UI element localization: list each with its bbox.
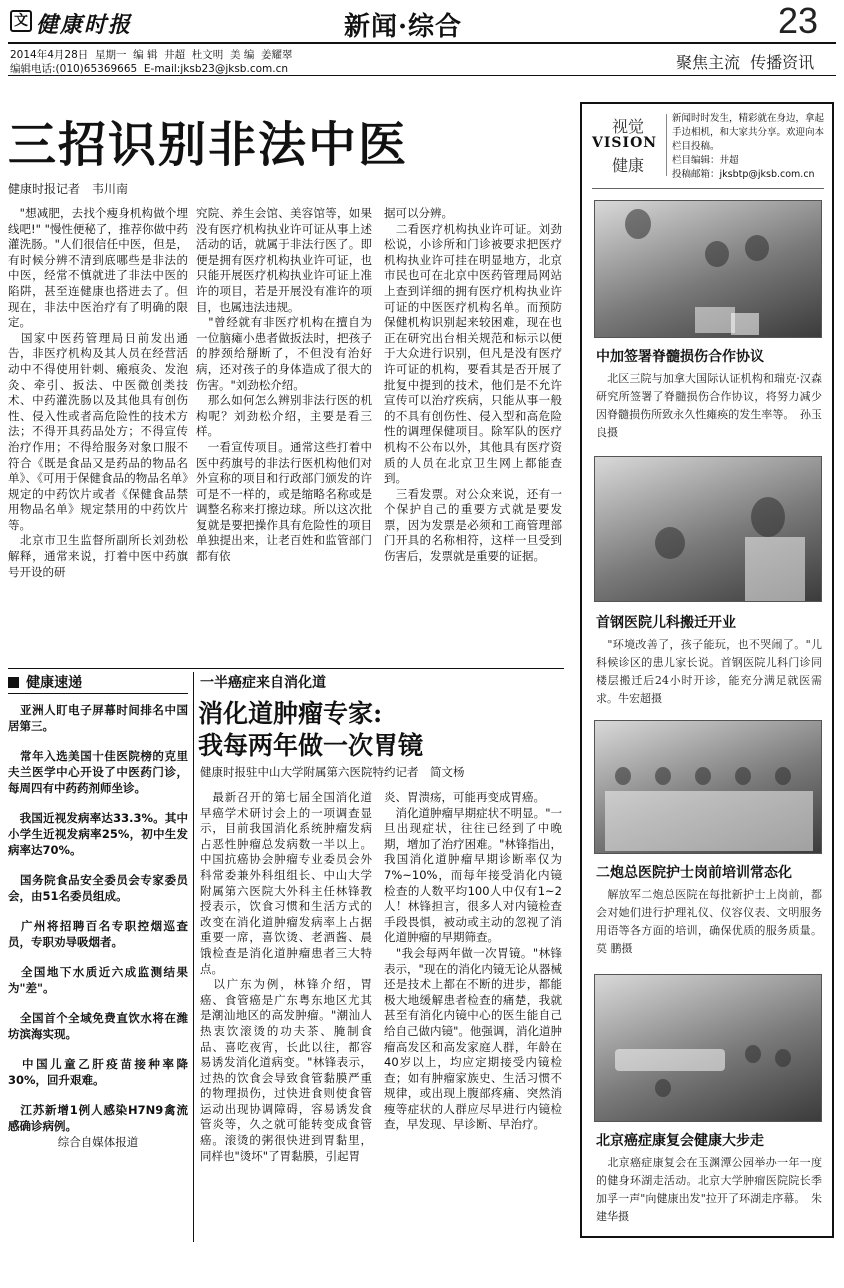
brief-item: 广州将招聘百名专职控烟巡查员，专职劝导吸烟者。 [8, 919, 188, 949]
briefs-title: 健康速递 [26, 675, 83, 691]
story-2-text: "环境改善了，孩子能玩，也不哭闹了。"儿科候诊区的患儿家长说。首钢医院儿科门诊同楼层搬迁后24小时开诊，能充分满足就医需求。牛宏超摄 [596, 638, 822, 705]
second-column-1: 最新召开的第七届全国消化道早癌学术研讨会上的一项调查显示，目前我国消化系统肿瘤发病占恶性肿瘤总发病数一半以上。中国抗癌协会肿瘤专业委员会外科常委兼外科组组长、中山大学附属第六医院大外科主任林锋教授表示，饮食习惯和生活方式的改变在消化道肿瘤发病率上占据重要一席，喜饮烫、老酒酱、晨饿检查是消化道肿瘤患者三大特点。 以广东为例，林锋介绍，胃癌、食管癌是广东粤东地区尤其是潮汕地区的高发肿瘤。"潮汕人热衷饮滚烫的功夫茶、腌制食品、喜吃夜宵，长此以往，都容易诱发消化道病变。"林锋表示，过热的饮食会导致食管黏膜严重的物理损伤，过快进食则使食管运动出现协调障碍，容易诱发食管炎等，久之就可能转变成食管癌。滚烫的粥很快进到胃黏里，同样也"烫坏"了胃黏膜，引起胃 [200, 790, 372, 1163]
photo-pediatric-clinic [594, 456, 822, 602]
date-line: 2014年4月28日 星期一 编 辑 井超 杜文明 美 编 姜耀翠 [10, 49, 293, 61]
brief-item: 国务院食品安全委员会专家委员会，由51名委员组成。 [8, 873, 188, 903]
briefs-source: 综合自媒体报道 [57, 1135, 139, 1149]
briefs-square-icon [8, 677, 19, 688]
brief-item: 常年入选美国十佳医院榜的克里夫兰医学中心开设了中医药门诊，每周四有中药药剂师坐诊。 [8, 749, 188, 795]
sidebar-title-zh2: 健康 [612, 156, 645, 175]
second-kicker: 一半癌症来自消化道 [200, 675, 326, 691]
section-title: 新闻·综合 [344, 12, 463, 42]
story-1-text: 北区三院与加拿大国际认证机构和瑞克·汉森研究所签署了脊髓损伤合作协议，将努力减少因脊髓损伤所致永久性瘫痪的发生率等。 孙玉良摄 [596, 372, 822, 439]
briefs-title-box [8, 672, 188, 694]
second-byline: 健康时报驻中山大学附属第六医院特约记者 简文杨 [200, 765, 465, 779]
sidebar-title-zh1: 视觉 [612, 117, 645, 136]
story-4-caption: 北京癌症康复会健康大步走 [596, 1133, 764, 1149]
page-number: 23 [778, 0, 819, 41]
contact-line: 编辑电话:(010)65369665 E-mail:jksb23@jksb.com.cn [10, 63, 289, 75]
story-1-caption: 中加签署脊髓损伤合作协议 [596, 349, 764, 365]
second-headline-2: 我每两年做一次胃镜 [198, 731, 424, 760]
sidebar-title-en: VISION [592, 135, 658, 151]
sidebar-intro-rule [592, 188, 824, 189]
story-2-caption: 首钢医院儿科搬迁开业 [596, 615, 736, 631]
lead-column-3: 据可以分辨。 二看医疗机构执业许可证。刘劲松说，小诊所和门诊被要求把医疗机构执业许可挂在明显地方，北京市民也可在北京中医药管理局网站上查到详细的拥有医疗机构执业许可证的中医医疗机构名单。而预防保健机构识别起来较困难，现在也正在研究出台相关规范和标示以便于大众进行识别，但凡是没有医疗许可证的机构，要看其是否开展了批复中提到的技术，他们是不允许宣传可以治疗疾病，只能从事一般的不具有创伤性、侵入型和高危险性的调理保健项目。除军队的医疗机构不公布以外，其他具有医疗资质的人员在北京卫生网上都能查到。 三看发票。对公众来说，还有一个保护自己的重要方式就是要发票，因为发票是必须和工商管理部门开具的名称相符，这样一旦受到伤害后，发票就是重要的证据。 [384, 206, 562, 564]
brief-item: 全国首个全域免费直饮水将在潍坊滨海实现。 [8, 1011, 188, 1041]
photo-signing-ceremony [594, 200, 822, 338]
brief-item: 中国儿童乙肝疫苗接种率降30%，回升艰难。 [8, 1057, 188, 1087]
masthead-rule-2 [8, 75, 836, 76]
brief-item: 全国地下水质近六成监测结果为"差"。 [8, 965, 188, 995]
lead-byline: 健康时报记者 韦川南 [8, 182, 129, 196]
masthead-rule [8, 42, 836, 44]
masthead-logo: 健康时报 [36, 12, 133, 38]
second-column-2: 炎、胃溃疡，可能再变成胃癌。 消化道肿瘤早期症状不明显。"一旦出现症状，往往已经到了中晚期，增加了治疗困难。"林锋指出，我国消化道肿瘤早期诊断率仅为7%~10%，而每年接受消化内镜检查的人数平均100人中仅有1~2人！林锋担言，很多人对内镜检查手段畏惧，被动或主动的忽视了消化道肿瘤的早期筛查。 "我会每两年做一次胃镜。"林锋表示，"现在的消化内镜无论从器械还是技术上都在不断的进步，都能极大地缓解患者检查的痛楚，我就甚至有消化内镜中心的医生能自己给自己做内镜"。他强调，消化道肿瘤高发区和高发家庭人群，年龄在40岁以上，均应定期接受内镜检查；如有肿瘤家族史、生活习惯不规律，或出现上腹部疼痛、突然消瘦等症状的人群应尽早进行内镜检查，早发现、早诊断、早治疗。 [384, 790, 562, 1132]
lead-column-1: "想减肥，去找个瘦身机构做个埋线吧!" "慢性便秘了，推荐你做中药灌洗肠。"人们很信任中医，但是，有时候分辨不清到底哪些是非法的中医，经常不慎就进了非法中医的陷阱，甚至连健康也搭进去了。但现在，非法中医治疗有了明确的限定。 国家中医药管理局日前发出通告，非医疗机构及其人员在经营活动中不得使用针刺、瘢痕灸、发泡灸、牵引、扳法、中医微创类技术、中药灌洗肠以及其他具有创伤性、侵入性或者高危险性的技术方法；不得开具药品处方；不得宣传治疗作用；不得给服务对象口服不符合《既是食品又是药品的物品名单》、《可用于保健食品的物品名单》规定的中药饮片或者《保健食品禁用物品名单》规定禁用的中药饮片等。 北京市卫生监督所副所长刘劲松解释，通常来说，打着中医中药旗号开设的研 [8, 206, 188, 579]
sidebar-email: 投稿邮箱：jksbtp@jksb.com.cn [672, 169, 815, 180]
briefs-list [8, 702, 188, 1150]
story-4-text: 北京癌症康复会在玉渊潭公园举办一年一度的健身环湖走活动。北京大学肿瘤医院院长季加孚一声"向健康出发"拉开了环湖走序幕。 朱建华摄 [596, 1156, 822, 1223]
slogan: 聚焦主流 传播资讯 [676, 53, 815, 72]
story-3-caption: 二炮总医院护士岗前培训常态化 [596, 865, 792, 881]
briefs-divider [193, 672, 194, 1242]
brief-item: 亚洲人盯电子屏幕时间排名中国居第三。 [8, 703, 188, 733]
masthead-logo-mark: 文 [10, 10, 32, 32]
photo-nurse-training [594, 720, 822, 854]
sidebar-title-divider [666, 114, 667, 176]
brief-item: 我国近视发病率达33.3%。其中小学生近视发病率25%，初中生发病率达70%。 [8, 811, 188, 857]
photo-cancer-walk [594, 974, 822, 1122]
lead-headline: 三招识别非法中医 [8, 117, 409, 173]
lead-bottom-rule [8, 668, 564, 669]
sidebar-intro: 新闻时时发生，精彩就在身边，拿起手边相机，和大家共分享。欢迎向本栏目投稿。 [672, 113, 825, 152]
brief-item: 江苏新增1例人感染H7N9禽流感确诊病例。 [8, 1103, 188, 1133]
sidebar-editor: 栏目编辑：井超 [672, 155, 739, 166]
story-3-text: 解放军二炮总医院在每批新护士上岗前，都会对她们进行护理礼仪、仪容仪表、文明服务用语等各方面的培训，确保优质的服务质量。莫 鹏摄 [596, 888, 822, 955]
second-headline-1: 消化道肿瘤专家: [198, 699, 383, 728]
lead-column-2: 究院、养生会馆、美容馆等，如果没有医疗机构执业许可证从事上述活动的话，就属于非法行医了。即便是拥有医疗机构执业许可证，也只能开展医疗机构执业许可证上准许的项目，若是开展没有准许的项目，也属违法违规。 "曾经就有非医疗机构在擅自为一位脑瘫小患者做扳法时，把孩子的脖颈给掰断了，不但没有治好病，还对孩子的身体造成了很大的伤害。"刘劲松介绍。 那么如何怎么辨别非法行医的机构呢？刘劲松介绍，主要是看三样。 一看宣传项目。通常这些打着中医中药旗号的非法行医机构他们对外宣称的项目和行政部门颁发的许可是不一样的，或是缩略名称或是调整名称来打擦边球。所以这次批复就是要把操作具有危险性的项目单独提出来，让老百姓和监管部门都有依 [196, 206, 372, 564]
